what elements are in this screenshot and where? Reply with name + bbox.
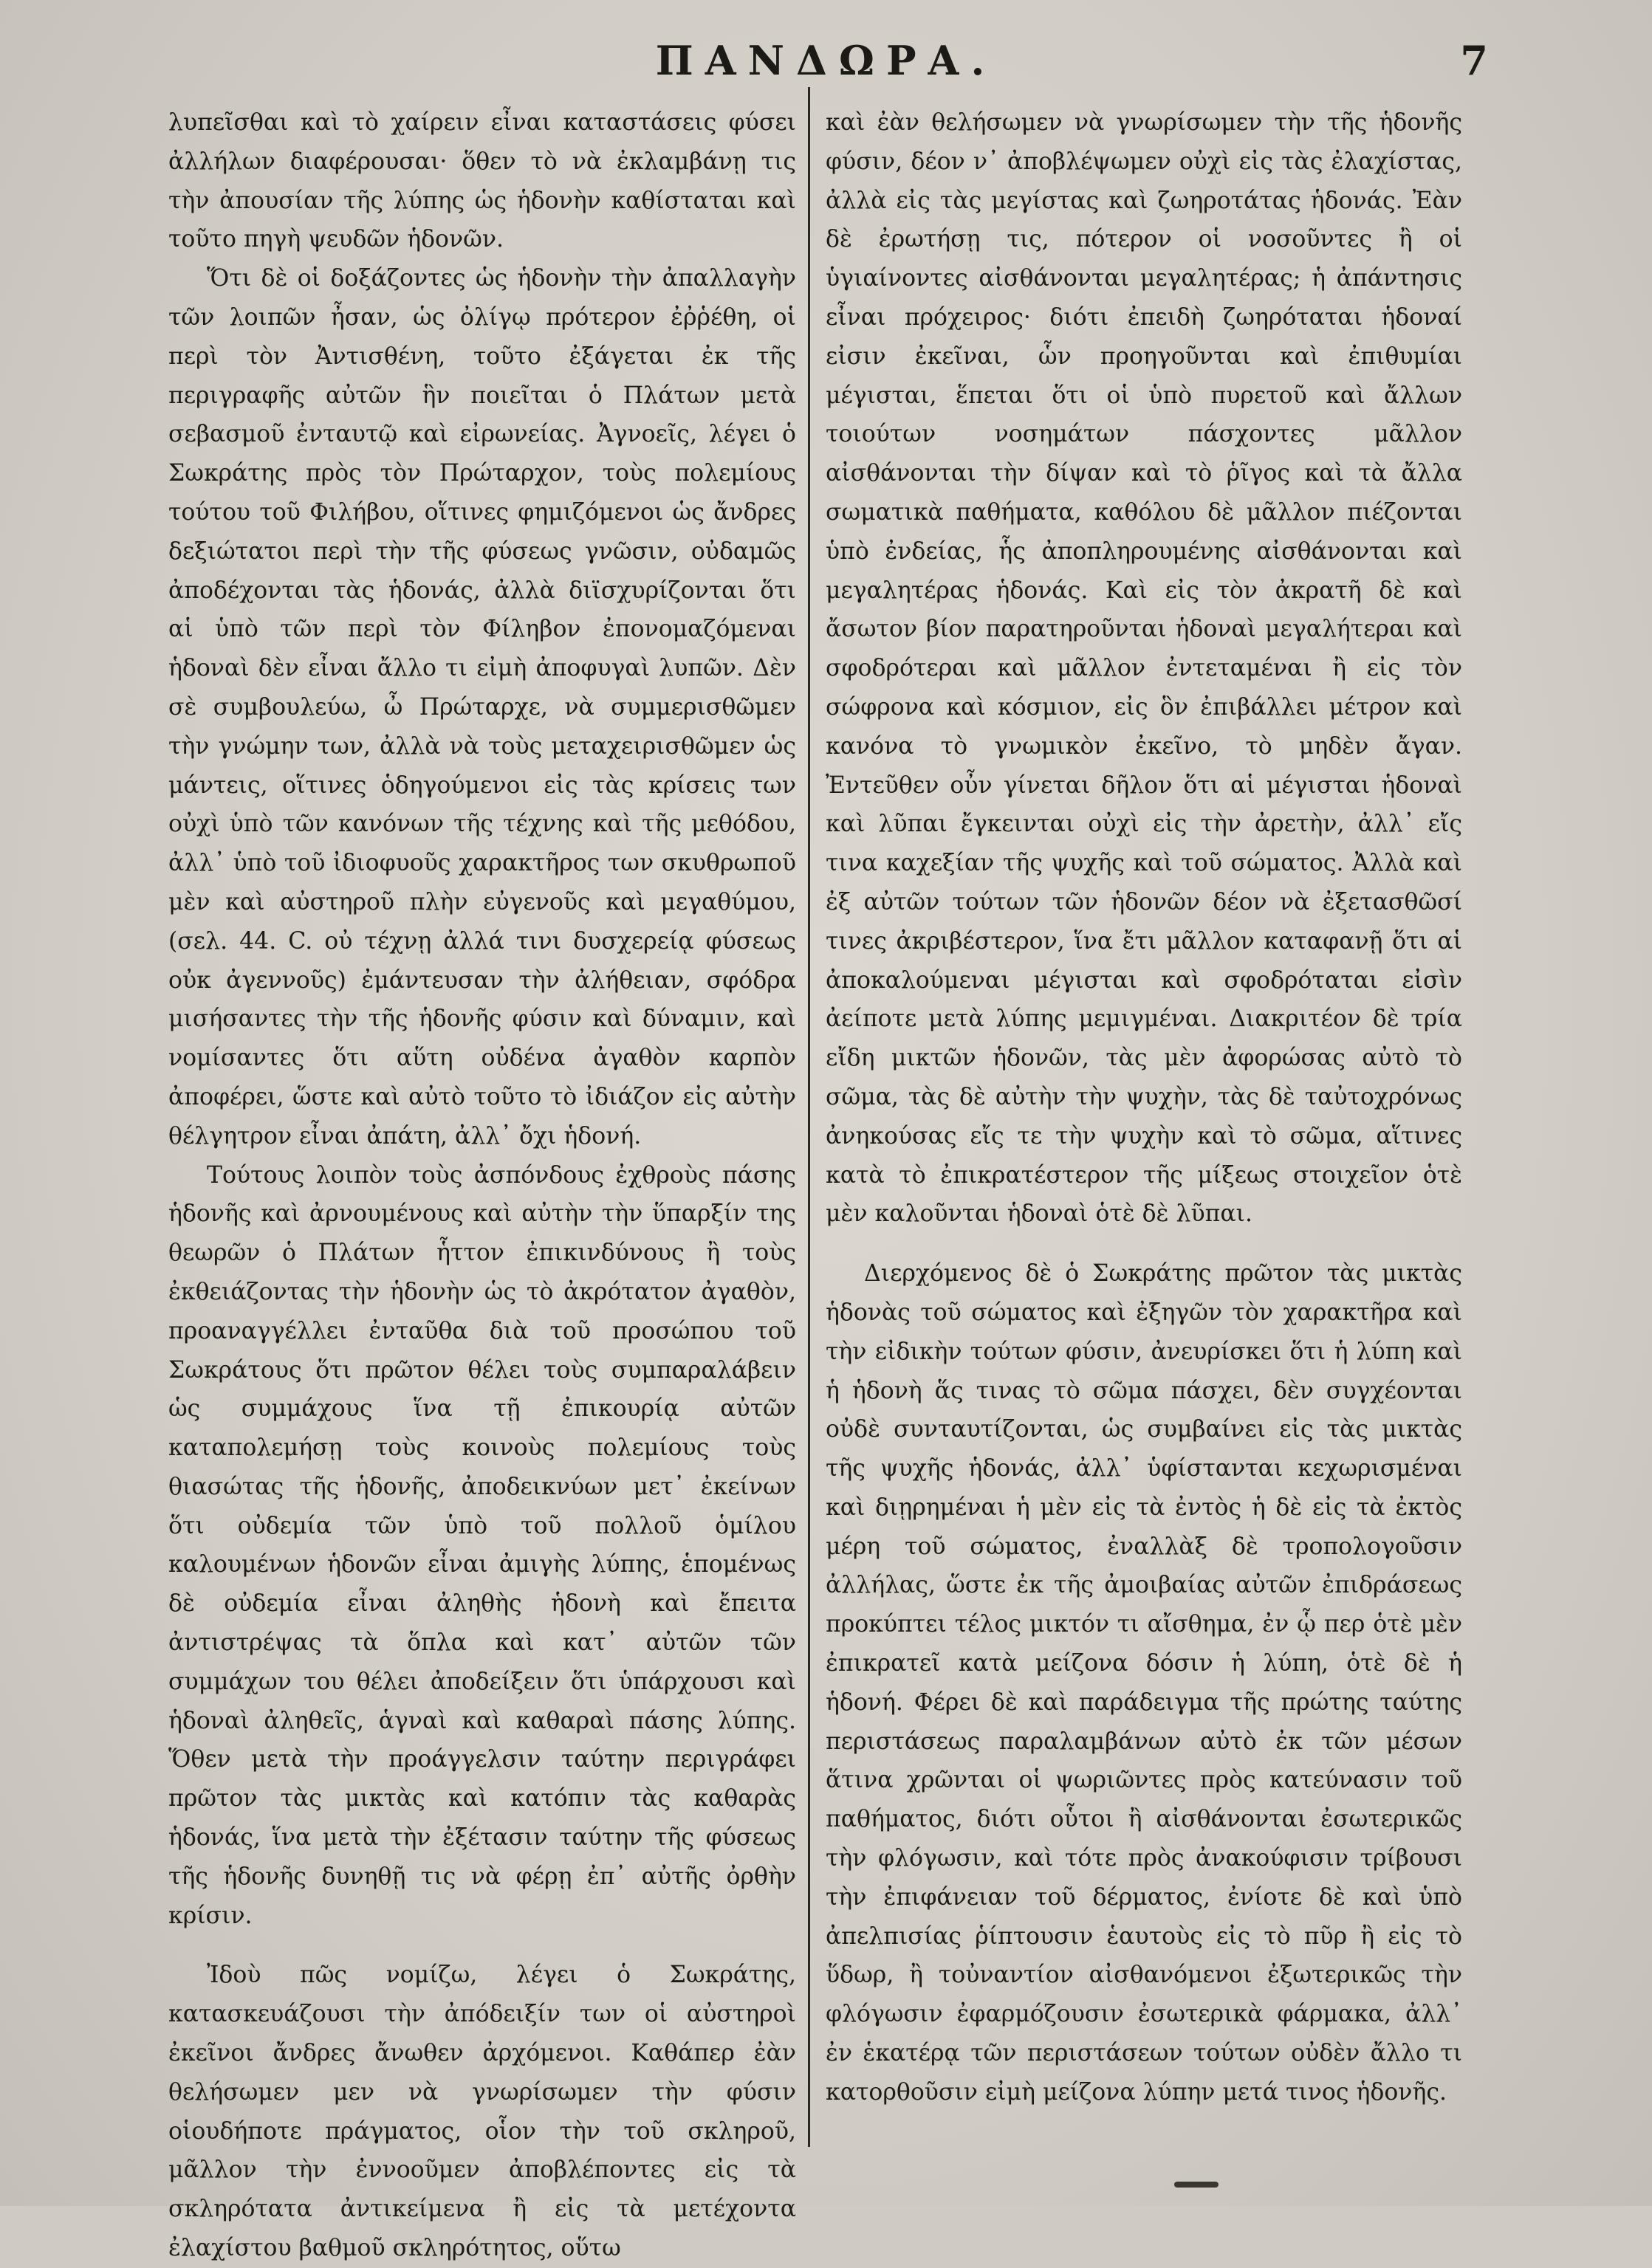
page-header xyxy=(0,37,1652,96)
page-number: 7 xyxy=(1460,37,1488,84)
left-column xyxy=(168,103,796,2268)
paragraph: λυπεῖσθαι καὶ τὸ χαίρειν εἶναι καταστάσεις φύσει ἀλλήλων διαφέρουσαι· ὅθεν τὸ νὰ ἐκλαμβάνῃ τις τὴν ἀπουσίαν τῆς λύπης ὡς ἡδονὴν καθίσταται καὶ τοῦτο πηγὴ ψευδῶν ἡδονῶν. xyxy=(168,109,796,253)
paragraph: Ἰδοὺ πῶς νομίζω, λέγει ὁ Σωκράτης, κατασκευάζουσι τὴν ἀπόδειξίν των οἱ αὐστηροὶ ἐκεῖνοι ἄνδρες ἄνωθεν ἀρχόμενοι. Καθάπερ ἐὰν θελήσωμεν μεν νὰ γνωρίσωμεν τὴν φύσιν οἱουδήποτε πράγματος, οἷον τὴν τοῦ σκληροῦ, μᾶλλον τὴν ἐννοοῦμεν ἀποβλέποντες εἰς τὰ σκληρότατα ἀντικείμενα ἢ εἰς τὰ μετέχοντα ἐλαχίστου βαθμοῦ σκληρότητος, οὕτω xyxy=(168,1962,796,2262)
paragraph: Τούτους λοιπὸν τοὺς ἀσπόνδους ἐχθροὺς πάσης ἡδονῆς καὶ ἀρνουμένους καὶ αὐτὴν τὴν ὕπαρξίν της θεωρῶν ὁ Πλάτων ἧττον ἐπικινδύνους ἢ τοὺς ἐκθειάζοντας τὴν ἡδονὴν ὡς τὸ ἀκρότατον ἀγαθὸν, προαναγγέλλει ἐνταῦθα διὰ τοῦ προσώπου τοῦ Σωκράτους ὅτι πρῶτον θέλει τοὺς συμπαραλάβειν ὡς συμμάχους ἵνα τῇ ἐπικουρίᾳ αὐτῶν καταπολεμήσῃ τοὺς κοινοὺς πολεμίους τοὺς θιασώτας τῆς ἡδονῆς, ἀποδεικνύων μετ᾽ ἐκείνων ὅτι οὐδεμία τῶν ὑπὸ τοῦ πολλοῦ ὁμίλου καλουμένων ἡδονῶν εἶναι ἀμιγὴς λύπης, ἑπομένως δὲ οὐδεμία εἶναι ἀληθὴς ἡδονὴ καὶ ἔπειτα ἀντιστρέψας τὰ ὅπλα καὶ κατ᾽ αὐτῶν τῶν συμμάχων του θέλει ἀποδείξειν ὅτι ὑπάρχουσι καὶ ἡδοναὶ ἀληθεῖς, ἁγναὶ καὶ καθαραὶ πάσης λύπης. Ὅθεν μετὰ τὴν προάγγελσιν ταύτην περιγράφει πρῶτον τὰς μικτὰς καὶ κατόπιν τὰς καθαρὰς ἡδονάς, ἵνα μετὰ τὴν ἐξέτασιν ταύτην τῆς φύσεως τῆς ἡδονῆς δυνηθῇ τις νὰ φέρῃ ἐπ᾽ αὐτῆς ὀρθὴν κρίσιν. xyxy=(168,1161,796,1929)
printer-mark xyxy=(1174,2182,1219,2188)
running-title: ΠΑΝΔΩΡΑ. xyxy=(655,37,997,84)
paragraph: καὶ ἐὰν θελήσωμεν νὰ γνωρίσωμεν τὴν τῆς ἡδονῆς φύσιν, δέον ν᾽ ἀποβλέψωμεν οὐχὶ εἰς τὰς ἐλαχίστας, ἀλλὰ εἰς τὰς μεγίστας καὶ ζωηροτάτας ἡδονάς. Ἐὰν δὲ ἐρωτήσῃ τις, πότερον οἱ νοσοῦντες ἢ οἱ ὑγιαίνοντες αἰσθάνονται μεγαλητέρας; ἡ ἀπάντησις εἶναι πρόχειρος· διότι ἐπειδὴ ζωηρόταται ἡδοναί εἰσιν ἐκεῖναι, ὧν προηγοῦνται καὶ ἐπιθυμίαι μέγισται, ἕπεται ὅτι οἱ ὑπὸ πυρετοῦ καὶ ἄλλων τοιούτων νοσημάτων πάσχοντες μᾶλλον αἰσθάνονται τὴν δίψαν καὶ τὸ ῥῖγος καὶ τὰ ἄλλα σωματικὰ παθήματα, καθόλου δὲ μᾶλλον πιέζονται ὑπὸ ἐνδείας, ἧς ἀποπληρουμένης αἰσθάνονται καὶ μεγαλητέρας ἡδονάς. Καὶ εἰς τὸν ἀκρατῆ δὲ καὶ ἄσωτον βίον παρατηροῦνται ἡδοναὶ μεγαλήτεραι καὶ σφοδρότεραι καὶ μᾶλλον ἐντεταμέναι ἢ εἰς τὸν σώφρονα καὶ κόσμιον, εἰς ὃν ἐπιβάλλει μέτρον καὶ κανόνα τὸ γνωμικὸν ἐκεῖνο, τὸ μηδὲν ἄγαν. Ἐντεῦθεν οὖν γίνεται δῆλον ὅτι αἱ μέγισται ἡδοναὶ καὶ λῦπαι ἔγκεινται οὐχὶ εἰς τὴν ἀρετὴν, ἀλλ᾽ εἴς τινα καχεξίαν τῆς ψυχῆς καὶ τοῦ σώματος. Ἀλλὰ καὶ ἐξ αὐτῶν τούτων τῶν ἡδονῶν δέον νὰ ἐξετασθῶσί τινες ἀκριβέστερον, ἵνα ἔτι μᾶλλον καταφανῇ ὅτι αἱ ἀποκαλούμεναι μέγισται καὶ σφοδρόταται εἰσὶν ἀείποτε μετὰ λύπης μεμιγμέναι. Διακριτέον δὲ τρία εἴδη μικτῶν ἡδονῶν, τὰς μὲν ἀφορώσας αὐτὸ τὸ σῶμα, τὰς δὲ αὐτὴν τὴν ψυχὴν, τὰς δὲ ταὐτοχρόνως ἀνηκούσας εἴς τε τὴν ψυχὴν καὶ τὸ σῶμα, αἵτινες κατὰ τὸ ἐπικρατέστερον τῆς μίξεως στοιχεῖον ὁτὲ μὲν καλοῦνται ἡδοναὶ ὁτὲ δὲ λῦπαι. xyxy=(826,109,1462,1228)
paragraph: Διερχόμενος δὲ ὁ Σωκράτης πρῶτον τὰς μικτὰς ἡδονὰς τοῦ σώματος καὶ ἐξηγῶν τὸν χαρακτῆρα καὶ τὴν εἰδικὴν τούτων φύσιν, ἀνευρίσκει ὅτι ἡ λύπη καὶ ἡ ἡδονὴ ἅς τινας τὸ σῶμα πάσχει, δὲν συγχέονται οὐδὲ συνταυτίζονται, ὡς συμβαίνει εἰς τὰς μικτὰς τῆς ψυχῆς ἡδονάς, ἀλλ᾽ ὑφίστανται κεχωρισμέναι καὶ διῃρημέναι ἡ μὲν εἰς τὰ ἐντὸς ἡ δὲ εἰς τὰ ἐκτὸς μέρη τοῦ σώματος, ἐναλλὰξ δὲ τροπολογοῦσιν ἀλλήλας, ὥστε ἐκ τῆς ἀμοιβαίας αὐτῶν ἐπιδράσεως προκύπτει τέλος μικτόν τι αἴσθημα, ἐν ᾧ περ ὁτὲ μὲν ἐπικρατεῖ κατὰ μείζονα δόσιν ἡ λύπη, ὁτὲ δὲ ἡ ἡδονή. Φέρει δὲ καὶ παράδειγμα τῆς πρώτης ταύτης περιστάσεως παραλαμβάνων αὐτὸ ἐκ τῶν μέσων ἅτινα χρῶνται οἱ ψωριῶντες πρὸς κατεύνασιν τοῦ παθήματος, διότι οὗτοι ἢ αἰσθάνονται ἐσωτερικῶς τὴν φλόγωσιν, καὶ τότε πρὸς ἀνακούφισιν τρίβουσι τὴν ἐπιφάνειαν τοῦ δέρματος, ἐνίοτε δὲ καὶ ὑπὸ ἀπελπισίας ῥίπτουσιν ἑαυτοὺς εἰς τὸ πῦρ ἢ εἰς τὸ ὕδωρ, ἢ τοὐναντίον αἰσθανόμενοι ἐξωτερικῶς τὴν φλόγωσιν ἐφαρμόζουσιν ἐσωτερικὰ φάρμακα, ἀλλ᾽ ἐν ἑκατέρᾳ τῶν περιστάσεων τούτων οὐδὲν ἄλλο τι κατορθοῦσιν εἰμὴ μείζονα λύπην μετά τινος ἡδονῆς. xyxy=(826,1260,1462,2106)
column-divider xyxy=(808,87,810,2147)
right-column xyxy=(826,103,1462,2112)
paragraph: Ὅτι δὲ οἱ δοξάζοντες ὡς ἡδονὴν τὴν ἀπαλλαγὴν τῶν λοιπῶν ἦσαν, ὡς ὀλίγῳ πρότερον ἐῤῥέθη, οἱ περὶ τὸν Ἀντισθένη, τοῦτο ἐξάγεται ἐκ τῆς περιγραφῆς αὐτῶν ἣν ποιεῖται ὁ Πλάτων μετὰ σεβασμοῦ ἐνταυτῷ καὶ εἰρωνείας. Ἀγνοεῖς, λέγει ὁ Σωκράτης πρὸς τὸν Πρώταρχον, τοὺς πολεμίους τούτου τοῦ Φιλήβου, οἵτινες φημιζόμενοι ὡς ἄνδρες δεξιώτατοι περὶ τὴν τῆς φύσεως γνῶσιν, οὐδαμῶς ἀποδέχονται τὰς ἡδονάς, ἀλλὰ διϊσχυρίζονται ὅτι αἱ ὑπὸ τῶν περὶ τὸν Φίληβον ἐπονομαζόμεναι ἡδοναὶ δὲν εἶναι ἄλλο τι εἰμὴ ἀποφυγαὶ λυπῶν. Δὲν σὲ συμβουλεύω, ὦ Πρώταρχε, νὰ συμμερισθῶμεν τὴν γνώμην των, ἀλλὰ νὰ τοὺς μεταχειρισθῶμεν ὡς μάντεις, οἵτινες ὁδηγούμενοι εἰς τὰς κρίσεις των οὐχὶ ὑπὸ τῶν κανόνων τῆς τέχνης καὶ τῆς μεθόδου, ἀλλ᾽ ὑπὸ τοῦ ἰδιοφυοῦς χαρακτῆρος των σκυθρωποῦ μὲν καὶ αὐστηροῦ πλὴν εὐγενοῦς καὶ μεγαθύμου, (σελ. 44. C. οὐ τέχνῃ ἀλλά τινι δυσχερείᾳ φύσεως οὐκ ἀγεννοῦς) ἐμάντευσαν τὴν ἀλήθειαν, σφόδρα μισήσαντες τὴν τῆς ἡδονῆς φύσιν καὶ δύναμιν, καὶ νομίσαντες ὅτι αὕτη οὐδένα ἀγαθὸν καρπὸν ἀποφέρει, ὥστε καὶ αὐτὸ τοῦτο τὸ ἰδιάζον εἰς αὐτὴν θέλγητρον εἶναι ἀπάτη, ἀλλ᾽ ὄχι ἡδονή. xyxy=(168,265,796,1150)
